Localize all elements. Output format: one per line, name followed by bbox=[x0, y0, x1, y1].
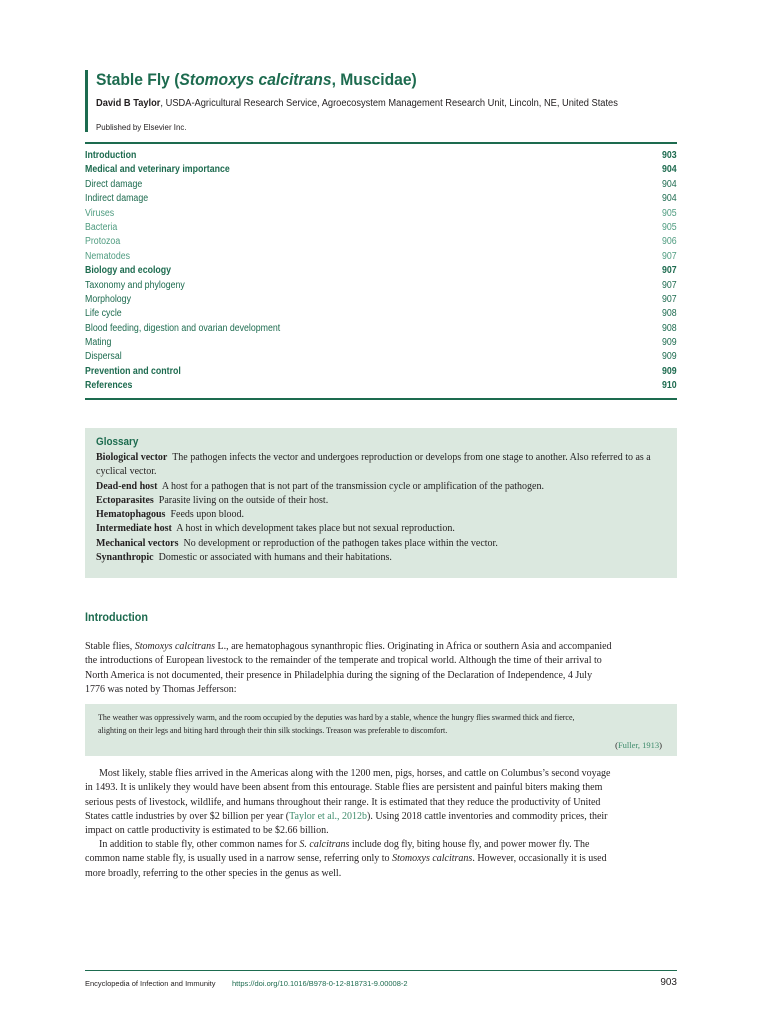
toc-entry-page: 910 bbox=[662, 380, 677, 392]
toc-entry[interactable] bbox=[85, 207, 677, 221]
toc-entry-page: 908 bbox=[662, 308, 677, 320]
footer-rule bbox=[85, 970, 677, 971]
glossary-item bbox=[96, 480, 666, 494]
citation-link-fuller[interactable]: Fuller, 1913 bbox=[617, 740, 660, 750]
jefferson-quote-box bbox=[85, 704, 677, 756]
header-accent-bar bbox=[85, 70, 88, 132]
toc-entry-label: Life cycle bbox=[85, 308, 122, 320]
toc-entry-label: References bbox=[85, 380, 133, 392]
glossary-term: Ectoparasites bbox=[96, 494, 154, 506]
author-name: David B Taylor bbox=[96, 98, 161, 109]
toc-entry-page: 907 bbox=[662, 250, 677, 262]
toc-entry[interactable] bbox=[85, 336, 677, 350]
author-affiliation: , USDA-Agricultural Research Service, Agroecosystem Management Research Unit, Lincoln, NE, United States bbox=[160, 98, 618, 109]
toc-entry-label: Prevention and control bbox=[85, 365, 181, 377]
glossary-definition: Domestic or associated with humans and their habitations. bbox=[158, 552, 392, 564]
toc-entry-page: 905 bbox=[662, 207, 677, 219]
toc-entry[interactable] bbox=[85, 178, 677, 192]
publisher-line: Published by Elsevier Inc. bbox=[96, 122, 187, 132]
toc-entry-label: Dispersal bbox=[85, 351, 122, 363]
glossary-definition: A host in which development takes place but not sexual reproduction. bbox=[176, 523, 455, 535]
toc-entry-label: Direct damage bbox=[85, 178, 143, 190]
toc-entry[interactable] bbox=[85, 322, 677, 336]
toc-entry-page: 904 bbox=[662, 193, 677, 205]
intro-paragraph-1: Stable flies, Stomoxys calcitrans L., are hematophagous synanthropic flies. Originating in Africa or southern Asia and accompanied the introductions of European livestock to the remainder of the temperate and tropical world. Although the time of their arrival to North America is not documented, their presence in Philadelphia during the signing of the Declaration of Independence, 4 July 1776 was noted by Thomas Jefferson: bbox=[85, 641, 612, 695]
intro-paragraph-2: Most likely, stable flies arrived in the Americas along with the 1200 men, pigs, horses, and cattle on Columbus’s second voyage in 1493. It is unlikely they would have been absent from this entourage. Stable flies are persistent and painful biters making them serious pests of livestock, wildlife, and humans throughout their range. It is estimated that they reduce the productivity of United States cattle industries by over $2 billion per year (Taylor et al., 2012b). Using 2018 cattle inventories and commodity prices, their impact on cattle productivity is estimated to be $2.66 billion. bbox=[85, 768, 611, 837]
toc-entry[interactable] bbox=[85, 250, 677, 264]
toc-entry[interactable] bbox=[85, 235, 677, 249]
toc-entry[interactable] bbox=[85, 307, 677, 321]
glossary-term: Synanthropic bbox=[96, 552, 154, 564]
toc-bottom-rule bbox=[85, 398, 677, 400]
glossary-definition: Parasite living on the outside of their host. bbox=[158, 494, 329, 506]
glossary-term: Biological vector bbox=[96, 452, 168, 463]
toc-entry-page: 903 bbox=[662, 150, 677, 161]
toc-entry-page: 907 bbox=[662, 265, 677, 277]
toc-entry-page: 909 bbox=[662, 337, 677, 349]
toc-entry[interactable] bbox=[85, 192, 677, 206]
glossary-box bbox=[85, 428, 677, 578]
toc-entry-page: 909 bbox=[662, 365, 677, 377]
footer-book-title: Encyclopedia of Infection and Immunity bbox=[85, 979, 216, 988]
toc-entry-page: 908 bbox=[662, 322, 677, 334]
toc-entry-label: Blood feeding, digestion and ovarian development bbox=[85, 322, 281, 334]
toc-entry-page: 904 bbox=[662, 164, 677, 176]
toc-entry-page: 906 bbox=[662, 236, 677, 248]
toc-entry[interactable] bbox=[85, 379, 677, 393]
toc-entry[interactable] bbox=[85, 163, 677, 177]
quote-text: The weather was oppressively warm, and the room occupied by the deputies was hard by a stable, whence the hungry flies swarmed thick and fierce, alighting on their legs and biting hard through their thin silk stockings. Treason was preferable to discomfort. bbox=[98, 713, 575, 735]
toc-entry-label: Bacteria bbox=[85, 221, 118, 233]
glossary-title: Glossary bbox=[96, 436, 139, 448]
toc-entry-page: 907 bbox=[662, 293, 677, 305]
glossary-term: Dead-end host bbox=[96, 480, 158, 492]
toc-entry[interactable] bbox=[85, 264, 677, 278]
glossary-definition: Feeds upon blood. bbox=[170, 509, 245, 521]
toc-entry[interactable] bbox=[85, 350, 677, 364]
glossary-item bbox=[96, 494, 666, 508]
footer-page-number: 903 bbox=[660, 977, 677, 988]
toc-top-rule bbox=[85, 142, 677, 144]
glossary-list bbox=[96, 451, 666, 565]
toc-entry-label: Nematodes bbox=[85, 250, 131, 262]
glossary-item bbox=[96, 551, 666, 565]
toc-entry[interactable] bbox=[85, 365, 677, 379]
section-heading-introduction: Introduction bbox=[85, 610, 148, 624]
toc-entry-label: Biology and ecology bbox=[85, 265, 172, 277]
toc-entry-label: Mating bbox=[85, 337, 112, 349]
toc-entry-label: Viruses bbox=[85, 207, 115, 219]
toc-entry[interactable] bbox=[85, 149, 677, 163]
glossary-item bbox=[96, 522, 666, 536]
toc-entry-label: Indirect damage bbox=[85, 193, 149, 205]
toc-entry-label: Introduction bbox=[85, 150, 137, 161]
toc-entry[interactable] bbox=[85, 293, 677, 307]
glossary-term: Intermediate host bbox=[96, 523, 172, 535]
toc-entry-page: 905 bbox=[662, 221, 677, 233]
intro-paragraph-3: In addition to stable fly, other common names for S. calcitrans include dog fly, biting house fly, and power mower fly. The common name stable fly, is usually used in a narrow sense, referring only to Stomoxys calcitrans. However, occasionally it is used more broadly, referring to the other species in the genus as well. bbox=[85, 839, 607, 879]
toc-entry-label: Medical and veterinary importance bbox=[85, 164, 230, 176]
glossary-definition: A host for a pathogen that is not part of the transmission cycle or amplification of the pathogen. bbox=[161, 480, 544, 492]
glossary-item bbox=[96, 451, 666, 480]
author-line bbox=[96, 98, 618, 109]
glossary-item bbox=[96, 508, 666, 522]
quote-citation: (Fuller, 1913) bbox=[615, 740, 662, 750]
toc-entry-page: 904 bbox=[662, 178, 677, 190]
glossary-definition: No development or reproduction of the pathogen takes place within the vector. bbox=[183, 537, 498, 549]
citation-link-taylor[interactable]: Taylor et al., 2012b bbox=[289, 810, 368, 822]
table-of-contents bbox=[85, 149, 677, 394]
footer-doi-link[interactable]: https://doi.org/10.1016/B978-0-12-818731-9.00008-2 bbox=[232, 979, 408, 988]
toc-entry-page: 907 bbox=[662, 279, 677, 291]
glossary-term: Hematophagous bbox=[96, 509, 166, 521]
toc-entry[interactable] bbox=[85, 221, 677, 235]
toc-entry-label: Morphology bbox=[85, 293, 131, 305]
toc-entry[interactable] bbox=[85, 279, 677, 293]
glossary-item bbox=[96, 537, 666, 551]
glossary-definition: The pathogen infects the vector and undergoes reproduction or develops from one stage to another. Also referred to as a cyclical vector. bbox=[96, 452, 651, 478]
toc-entry-label: Protozoa bbox=[85, 236, 121, 248]
glossary-term: Mechanical vectors bbox=[96, 537, 179, 549]
toc-entry-page: 909 bbox=[662, 351, 677, 363]
article-title: Stable Fly (Stomoxys calcitrans, Muscidae) bbox=[96, 70, 417, 89]
toc-entry-label: Taxonomy and phylogeny bbox=[85, 279, 185, 291]
